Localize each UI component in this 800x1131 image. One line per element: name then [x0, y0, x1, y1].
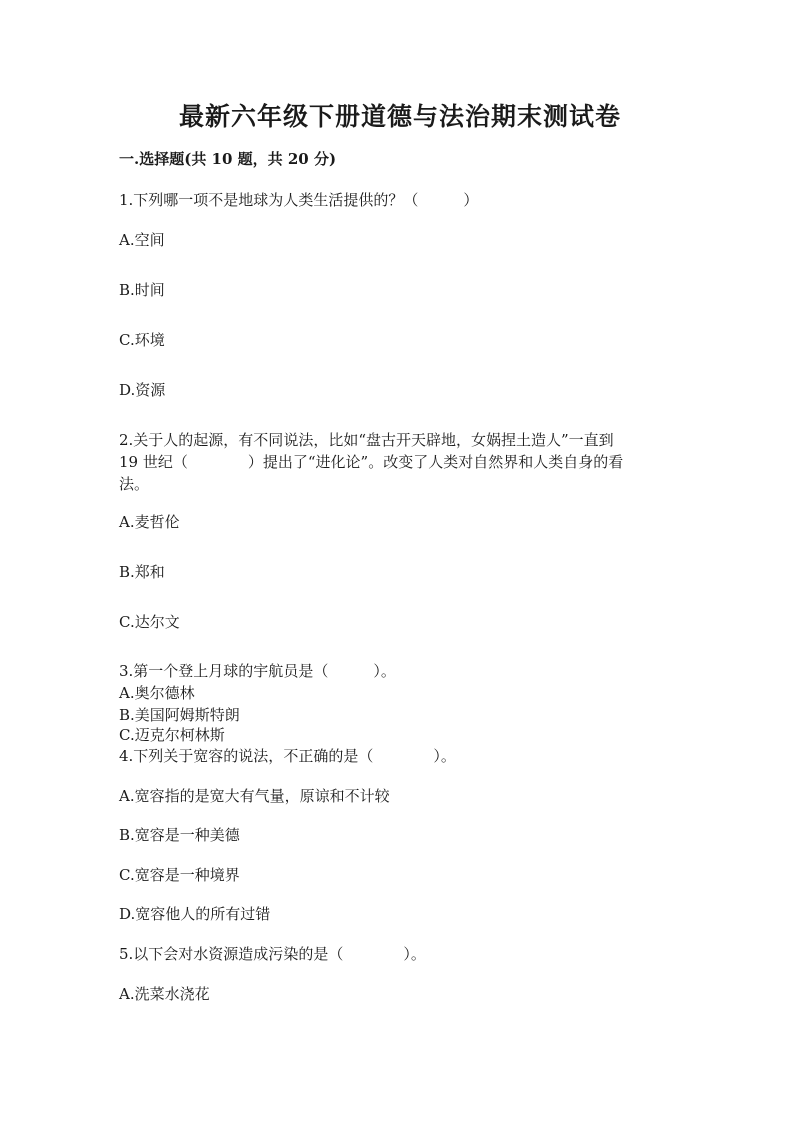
question-4-option-d: D.宽容他人的所有过错	[119, 905, 271, 923]
question-3-option-c: C.迈克尔柯林斯	[119, 726, 225, 744]
question-2-option-b: B.郑和	[119, 563, 165, 581]
question-2-stem-line-1: 2.关于人的起源，有不同说法，比如“盘古开天辟地，女娲捏土造人”一直到	[119, 431, 614, 449]
question-5-stem: 5.以下会对水资源造成污染的是（ ）。	[119, 945, 426, 963]
question-4-option-b: B.宽容是一种美德	[119, 826, 240, 844]
question-4-option-a: A.宽容指的是宽大有气量，原谅和不计较	[119, 787, 390, 805]
question-2-option-c: C.达尔文	[119, 613, 180, 631]
question-2-option-a: A.麦哲伦	[119, 513, 180, 531]
question-1-option-a: A.空间	[119, 231, 165, 249]
question-1-option-c: C.环境	[119, 331, 165, 349]
question-3-option-a: A.奥尔德林	[119, 684, 195, 702]
question-3-stem: 3.第一个登上月球的宇航员是（ ）。	[119, 662, 396, 680]
question-5-option-a: A.洗菜水浇花	[119, 985, 210, 1003]
question-3-option-b: B.美国阿姆斯特朗	[119, 706, 240, 724]
question-1-stem: 1.下列哪一项不是地球为人类生活提供的？（ ）	[119, 191, 479, 209]
question-2-stem-line-2: 19 世纪（ ）提出了“进化论”。改变了人类对自然界和人类自身的看	[119, 453, 624, 471]
question-1-option-d: D.资源	[119, 381, 166, 399]
question-4-stem: 4.下列关于宽容的说法，不正确的是（ ）。	[119, 747, 456, 765]
question-1-option-b: B.时间	[119, 281, 165, 299]
section-heading: 一.选择题(共 10 题，共 20 分)	[119, 150, 337, 168]
question-2-stem-line-3: 法。	[119, 475, 150, 493]
question-4-option-c: C.宽容是一种境界	[119, 866, 240, 884]
page-title: 最新六年级下册道德与法治期末测试卷	[178, 102, 621, 131]
